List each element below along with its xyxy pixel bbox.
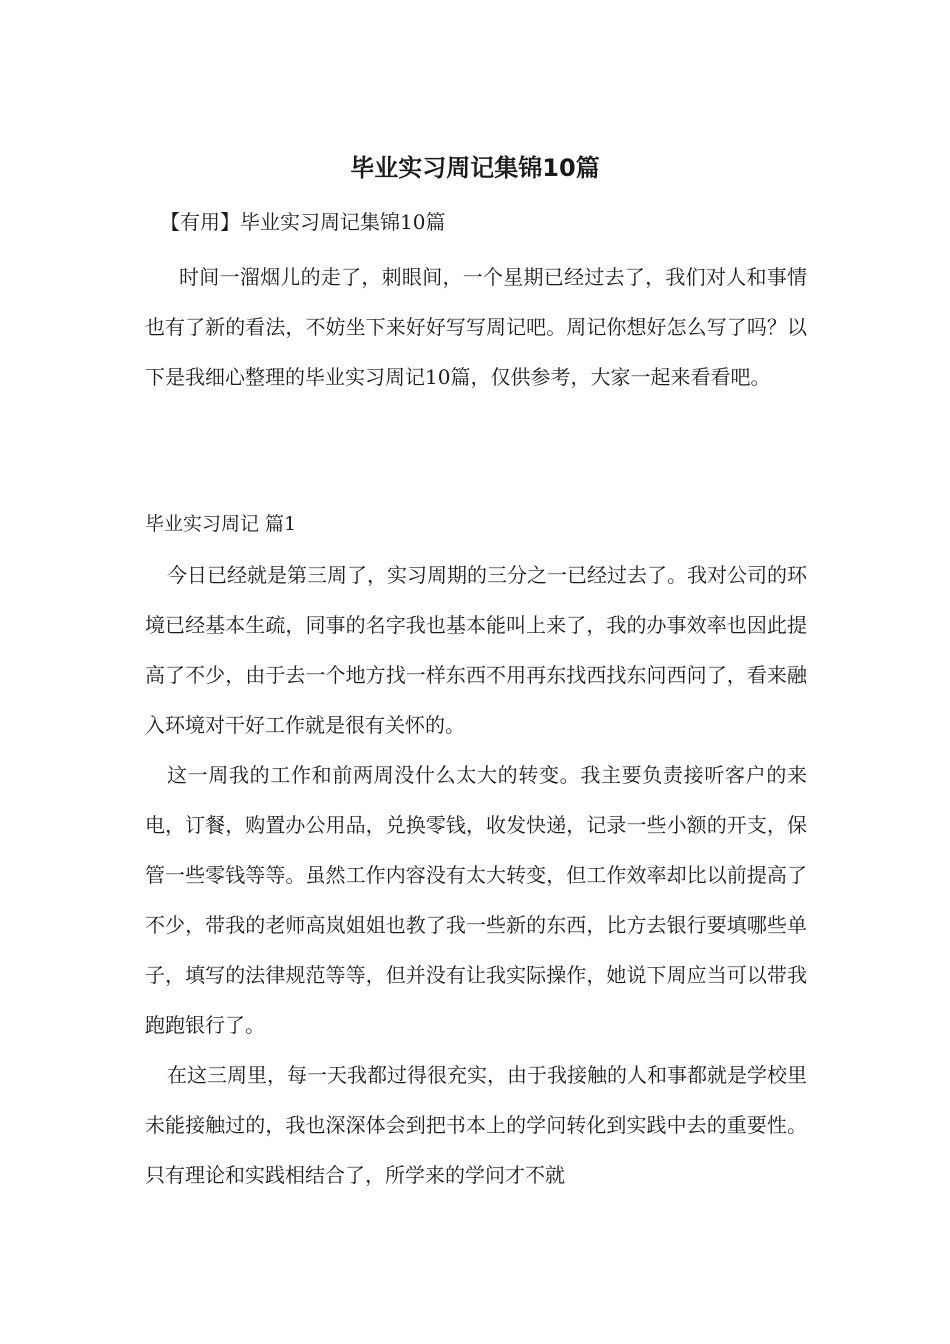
document-subtitle: 【有用】毕业实习周记集锦10篇 — [160, 210, 446, 234]
body-paragraph-1: 今日已经就是第三周了，实习周期的三分之一已经过去了。我对公司的环境已经基本生疏，同事的名字我也基本能叫上来了，我的办事效率也因此提高了不少，由于去一个地方找一样东西不用再东找西找东问西问了，看来融入环境对干好工作就是很有关怀的。 — [145, 563, 807, 737]
section-heading: 毕业实习周记 篇1 — [145, 513, 297, 535]
body-paragraph-2: 这一周我的工作和前两周没什么太大的转变。我主要负责接听客户的来电，订餐，购置办公用品，兑换零钱，收发快递，记录一些小额的开支，保管一些零钱等等。虽然工作内容没有太大转变，但工作效率却比以前提高了不少，带我的老师高岚姐姐也教了我一些新的东西，比方去银行要填哪些单子，填写的法律规范等等，但并没有让我实际操作，她说下周应当可以带我跑跑银行了。 — [145, 763, 807, 1037]
body-paragraph-3: 在这三周里，每一天我都过得很充实，由于我接触的人和事都就是学校里未能接触过的，我也深深体会到把书本上的学问转化到实践中去的重要性。只有理论和实践相结合了，所学来的学问才不就 — [145, 1063, 807, 1187]
document-title: 毕业实习周记集锦10篇 — [350, 154, 600, 182]
intro-paragraph: 时间一溜烟儿的走了，刺眼间，一个星期已经过去了，我们对人和事情也有了新的看法，不妨坐下来好好写写周记吧。周记你想好怎么写了吗？以下是我细心整理的毕业实习周记10篇，仅供参考，大家一起来看看吧。 — [145, 265, 807, 389]
